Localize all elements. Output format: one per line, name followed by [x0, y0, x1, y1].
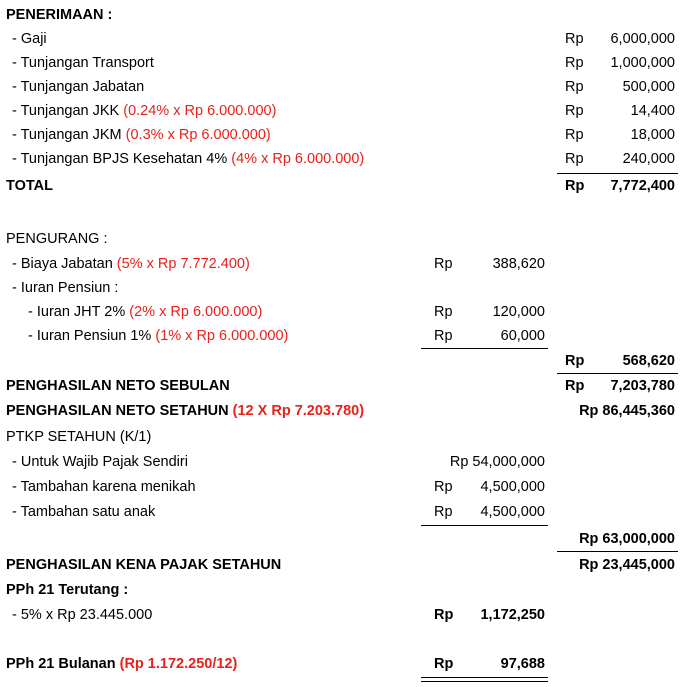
income-amount: 14,400 [630, 103, 675, 119]
income-row-jkm [0, 124, 695, 146]
deduction-label-group [28, 303, 262, 321]
currency-label: Rp [434, 656, 454, 672]
currency-label: Rp [565, 31, 584, 47]
ptkp-label: - Tambahan karena menikah [12, 479, 196, 495]
deduction-formula-note: (2% x Rp 6.000.000) [129, 304, 263, 320]
income-row-transport [0, 52, 695, 74]
pkp-row [0, 554, 695, 576]
income-row-bpjs [0, 148, 695, 170]
ptkp-amount: 4,500,000 [480, 479, 545, 495]
currency-label: Rp [434, 504, 453, 520]
neto-sebulan-amount: 7,203,780 [610, 378, 675, 394]
ptkp-total-amount: Rp 63,000,000 [579, 531, 675, 547]
penerimaan-heading-row [0, 4, 695, 26]
ptkp-row-anak [0, 501, 695, 523]
income-label-group [12, 126, 271, 144]
currency-label: Rp [565, 178, 585, 194]
pph-terutang-heading: PPh 21 Terutang : [6, 582, 129, 598]
ptkp-row-wajib-pajak [0, 451, 695, 473]
income-label: - Tunjangan JKM [12, 127, 122, 143]
income-label-group [12, 102, 276, 120]
deduction-amount: 60,000 [500, 328, 545, 344]
currency-label: Rp [434, 479, 453, 495]
pph-terutang-calc-label: - 5% x Rp 23.445.000 [12, 607, 153, 623]
deduction-label: - Iuran JHT 2% [28, 304, 126, 320]
iuran-pensiun-heading: - Iuran Pensiun : [12, 280, 119, 296]
deduction-label: - Biaya Jabatan [12, 256, 113, 272]
pph-bulanan-amount: 97,688 [500, 656, 545, 672]
income-label: - Tunjangan BPJS Kesehatan 4% [12, 151, 228, 167]
currency-label: Rp [565, 127, 584, 143]
penerimaan-heading: PENERIMAAN : [6, 7, 113, 23]
pph-bulanan-label-group [6, 655, 237, 673]
income-formula-note: (4% x Rp 6.000.000) [231, 151, 365, 167]
deduction-label-group [12, 255, 250, 273]
ptkp-amount: 4,500,000 [480, 504, 545, 520]
income-label: - Gaji [12, 31, 47, 47]
ptkp-heading-row [0, 426, 695, 448]
neto-setahun-amount: Rp 86,445,360 [579, 403, 675, 419]
income-row-gaji [0, 28, 695, 50]
final-double-underline-top [421, 677, 548, 678]
income-label: - Tunjangan Jabatan [12, 79, 145, 95]
neto-setahun-formula-note: (12 X Rp 7.203.780) [232, 403, 365, 419]
currency-label: Rp [565, 151, 584, 167]
neto-setahun-label-group [6, 402, 364, 420]
neto-sebulan-label: PENGHASILAN NETO SEBULAN [6, 378, 230, 394]
income-label-group [12, 150, 364, 168]
deduction-amount: 120,000 [492, 304, 545, 320]
ptkp-amount: Rp 54,000,000 [449, 454, 545, 470]
total-row [0, 175, 695, 197]
currency-label: Rp [434, 328, 453, 344]
deduction-row-pensiun [0, 325, 695, 347]
neto-setahun-row [0, 400, 695, 422]
income-amount: 6,000,000 [610, 31, 675, 47]
pkp-label: PENGHASILAN KENA PAJAK SETAHUN [6, 557, 282, 573]
currency-label: Rp [565, 103, 584, 119]
ptkp-total-row [0, 528, 695, 550]
income-formula-note: (0.24% x Rp 6.000.000) [123, 103, 277, 119]
deduction-row-biaya-jabatan [0, 253, 695, 275]
pph-terutang-amount: 1,172,250 [480, 607, 545, 623]
deduction-formula-note: (1% x Rp 6.000.000) [155, 328, 289, 344]
pph-bulanan-formula-note: (Rp 1.172.250/12) [119, 656, 238, 672]
currency-label: Rp [434, 256, 453, 272]
neto-divider [557, 373, 678, 374]
ptkp-label: - Untuk Wajib Pajak Sendiri [12, 454, 188, 470]
pph-bulanan-label: PPh 21 Bulanan [6, 656, 116, 672]
income-formula-note: (0.3% x Rp 6.000.000) [125, 127, 271, 143]
deduction-divider [421, 348, 548, 349]
income-amount: 18,000 [630, 127, 675, 143]
total-divider [557, 173, 678, 174]
total-label: TOTAL [6, 178, 53, 194]
ptkp-divider [421, 525, 548, 526]
currency-label: Rp [565, 378, 585, 394]
currency-label: Rp [565, 353, 585, 369]
income-row-jkk [0, 100, 695, 122]
total-amount: 7,772,400 [610, 178, 675, 194]
ptkp-label: - Tambahan satu anak [12, 504, 156, 520]
deduction-total-row [0, 350, 695, 372]
currency-label: Rp [434, 304, 453, 320]
income-row-jabatan [0, 76, 695, 98]
currency-label: Rp [565, 79, 584, 95]
deduction-total-amount: 568,620 [622, 353, 675, 369]
currency-label: Rp [434, 607, 454, 623]
pph-terutang-heading-row [0, 579, 695, 601]
iuran-pensiun-heading-row [0, 277, 695, 299]
currency-label: Rp [565, 55, 584, 71]
ptkp-row-menikah [0, 476, 695, 498]
deduction-label: - Iuran Pensiun 1% [28, 328, 152, 344]
pengurang-heading-row [0, 228, 695, 250]
income-amount: 500,000 [622, 79, 675, 95]
pph-terutang-calc-row [0, 604, 695, 626]
income-amount: 240,000 [622, 151, 675, 167]
neto-setahun-label: PENGHASILAN NETO SETAHUN [6, 403, 229, 419]
income-label: - Tunjangan JKK [12, 103, 120, 119]
income-label: - Tunjangan Transport [12, 55, 154, 71]
pkp-amount: Rp 23,445,000 [579, 557, 675, 573]
income-amount: 1,000,000 [610, 55, 675, 71]
deduction-formula-note: (5% x Rp 7.772.400) [116, 256, 250, 272]
ptkp-heading: PTKP SETAHUN (K/1) [6, 429, 152, 445]
deduction-row-jht [0, 301, 695, 323]
deduction-label-group [28, 327, 288, 345]
pkp-divider [557, 551, 678, 552]
neto-sebulan-row [0, 375, 695, 397]
pph-bulanan-row [0, 653, 695, 675]
pengurang-heading: PENGURANG : [6, 231, 108, 247]
final-double-underline-bottom [421, 681, 548, 682]
deduction-amount: 388,620 [492, 256, 545, 272]
